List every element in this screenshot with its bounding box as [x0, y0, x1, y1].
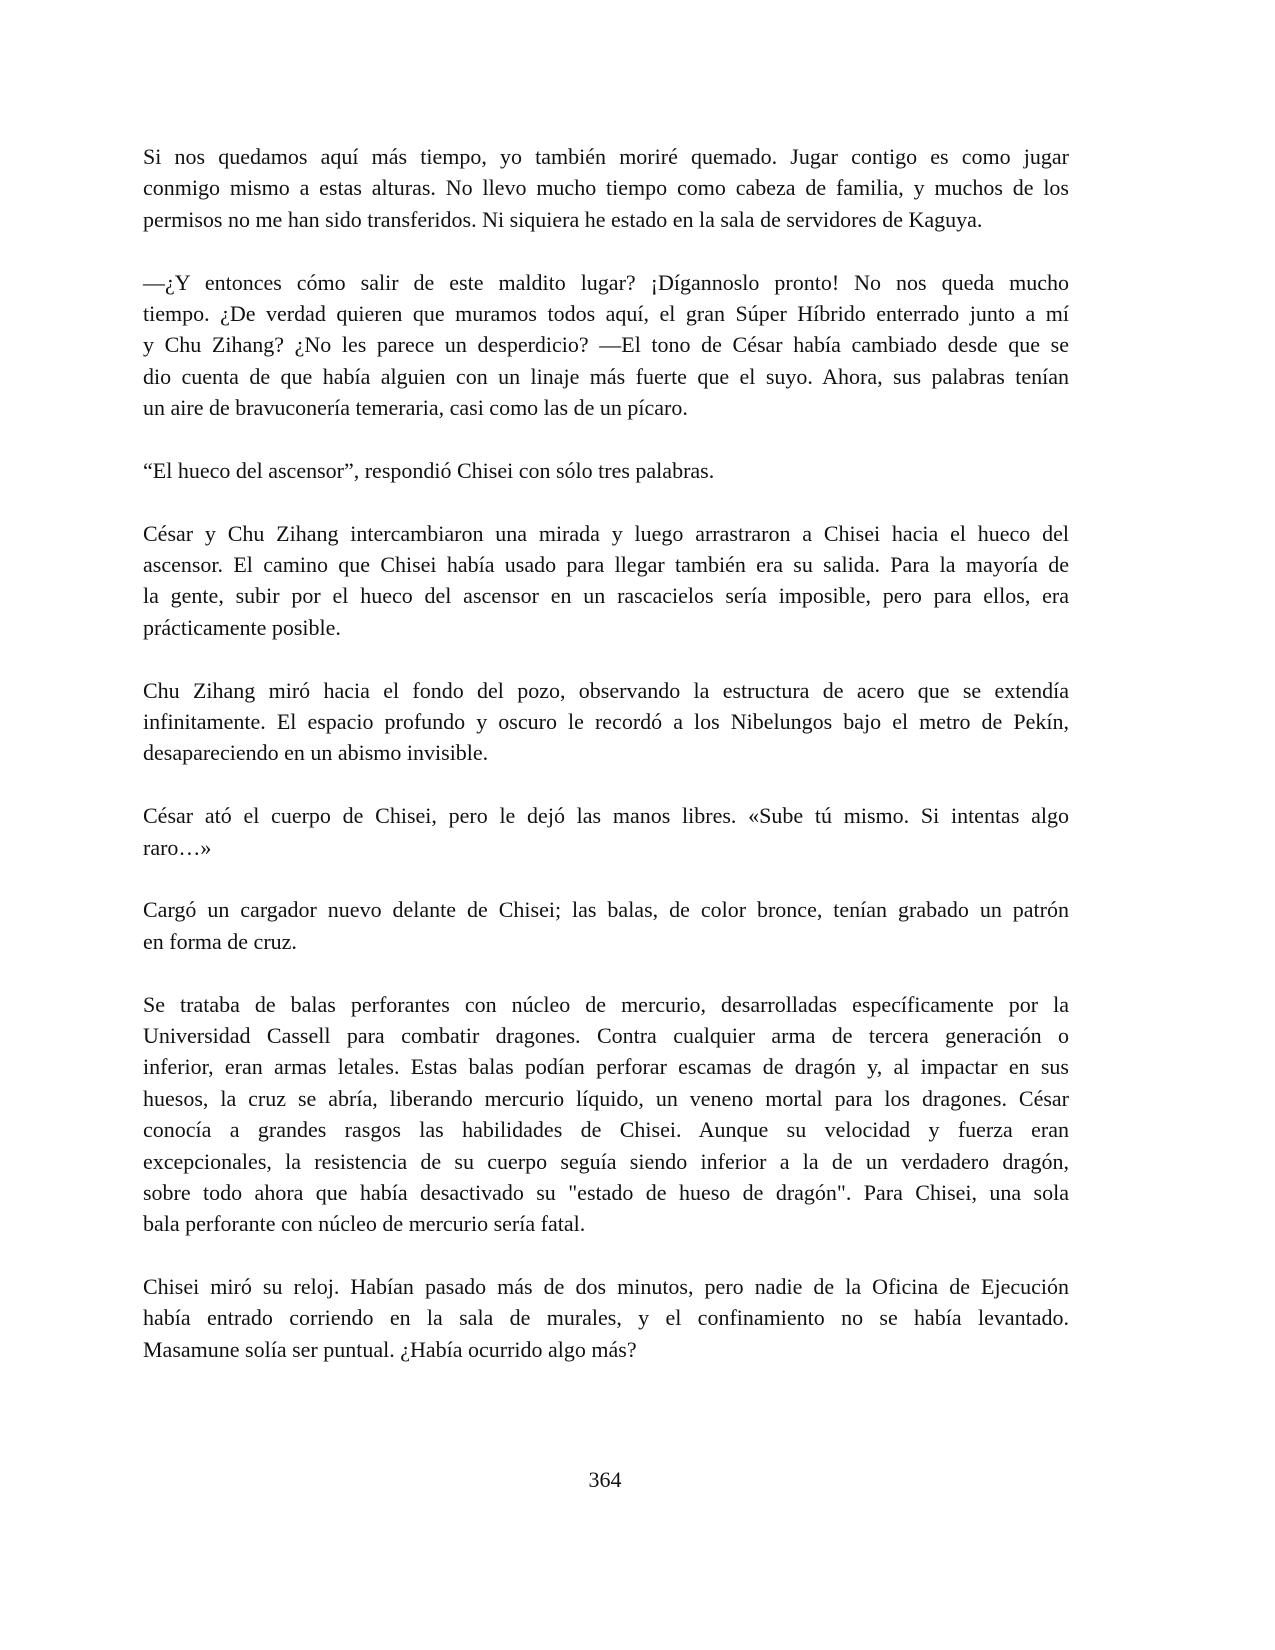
text-line: un aire de bravuconería temeraria, casi como las de un pícaro. — [143, 395, 688, 421]
paragraph — [143, 455, 1069, 486]
text-line: inferior, eran armas letales. Estas balas podían perforar escamas de dragón y, al impactar en sus — [143, 1054, 1069, 1080]
text-line: “El hueco del ascensor”, respondió Chisei con sólo tres palabras. — [143, 457, 715, 483]
text-line: y Chu Zihang? ¿No les parece un desperdicio? —El tono de César había cambiado desde que se — [143, 332, 1069, 358]
paragraph — [143, 267, 1069, 424]
text-line: Cargó un cargador nuevo delante de Chisei; las balas, de color bronce, tenían grabado un patrón — [143, 897, 1069, 923]
paragraph — [143, 894, 1069, 957]
text-line: en forma de cruz. — [143, 928, 297, 954]
text-line: bala perforante con núcleo de mercurio sería fatal. — [143, 1211, 586, 1237]
text-line: César y Chu Zihang intercambiaron una mirada y luego arrastraron a Chisei hacia el hueco del — [143, 520, 1069, 546]
text-line: ascensor. El camino que Chisei había usado para llegar también era su salida. Para la mayoría de — [143, 552, 1069, 578]
paragraph — [143, 800, 1069, 863]
text-line: Masamune solía ser puntual. ¿Había ocurrido algo más? — [143, 1336, 637, 1362]
paragraph — [143, 1271, 1069, 1365]
page-number: 364 — [588, 1467, 622, 1492]
text-line: Chu Zihang miró hacia el fondo del pozo, observando la estructura de acero que se extendía — [143, 677, 1069, 703]
text-line: Universidad Cassell para combatir dragones. Contra cualquier arma de tercera generación o — [143, 1022, 1069, 1048]
text-line: conmigo mismo a estas alturas. No llevo mucho tiempo como cabeza de familia, y muchos de los — [143, 175, 1069, 201]
text-line: Se trataba de balas perforantes con núcleo de mercurio, desarrolladas específicamente por la — [143, 991, 1069, 1017]
text-line: desapareciendo en un abismo invisible. — [143, 740, 489, 766]
text-line: tiempo. ¿De verdad quieren que muramos todos aquí, el gran Súper Híbrido enterrado junto a mí — [143, 300, 1069, 326]
text-line: la gente, subir por el hueco del ascensor en un rascacielos sería imposible, pero para ellos, era — [143, 583, 1069, 609]
text-line: había entrado corriendo en la sala de murales, y el confinamiento no se había levantado. — [143, 1305, 1069, 1331]
text-line: infinitamente. El espacio profundo y oscuro le recordó a los Nibelungos bajo el metro de Pekín, — [143, 709, 1069, 735]
text-line: sobre todo ahora que había desactivado su "estado de hueso de dragón". Para Chisei, una sola — [143, 1179, 1069, 1205]
text-line: César ató el cuerpo de Chisei, pero le dejó las manos libres. «Sube tú mismo. Si intentas algo — [143, 803, 1069, 829]
text-line: huesos, la cruz se abría, liberando mercurio líquido, un veneno mortal para los dragones. César — [143, 1085, 1069, 1111]
text-line: Chisei miró su reloj. Habían pasado más de dos minutos, pero nadie de la Oficina de Ejecución — [143, 1274, 1069, 1300]
text-line: Si nos quedamos aquí más tiempo, yo también moriré quemado. Jugar contigo es como jugar — [143, 144, 1069, 169]
paragraph — [143, 989, 1069, 1240]
text-line: —¿Y entonces cómo salir de este maldito lugar? ¡Dígannoslo pronto! No nos queda mucho — [143, 269, 1069, 295]
paragraph — [143, 518, 1069, 644]
text-line: permisos no me han sido transferidos. Ni siquiera he estado en la sala de servidores de Kaguya. — [143, 206, 983, 232]
text-line: dio cuenta de que había alguien con un linaje más fuerte que el suyo. Ahora, sus palabras tenían — [143, 363, 1069, 389]
page-body — [143, 141, 1069, 1397]
paragraph — [143, 675, 1069, 769]
text-line: prácticamente posible. — [143, 614, 341, 640]
text-line: excepcionales, la resistencia de su cuerpo seguía siendo inferior a la de un verdadero dragón, — [143, 1148, 1069, 1174]
text-line: conocía a grandes rasgos las habilidades de Chisei. Aunque su velocidad y fuerza eran — [143, 1117, 1069, 1143]
paragraph — [143, 141, 1069, 235]
text-line: raro…» — [143, 834, 212, 860]
